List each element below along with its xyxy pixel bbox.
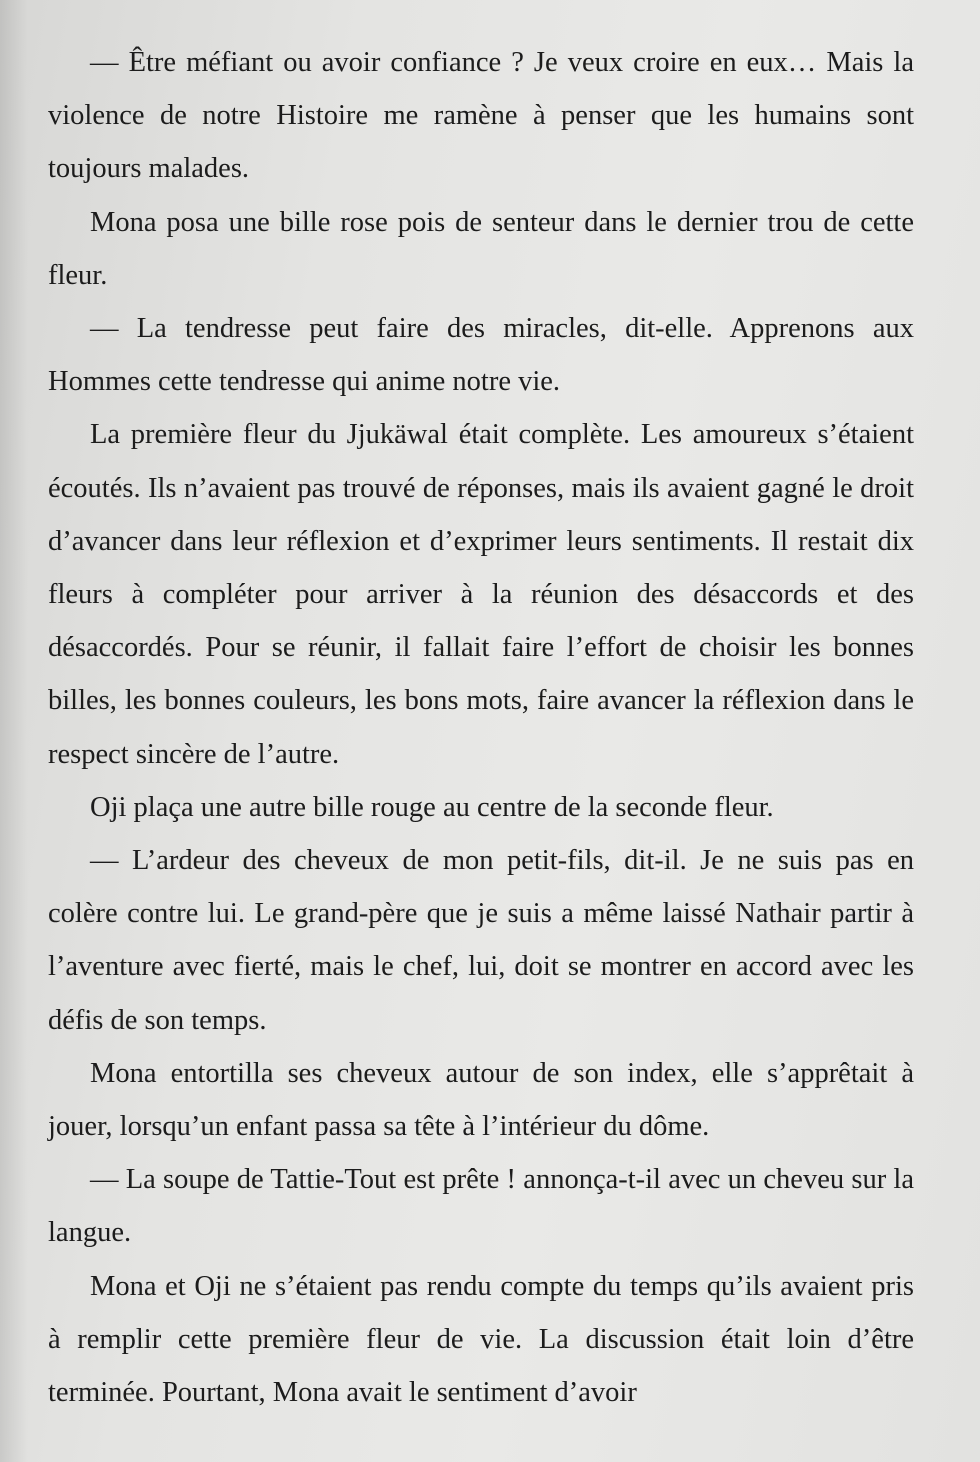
paragraph: La première fleur du Jjukäwal était complète. Les amoureux s’étaient écoutés. Ils n’avaient pas trouvé de réponses, mais ils avaient gagné le droit d’avancer dans leur réflexion et d’exprimer leurs sentiments. Il restait dix fleurs à compléter pour arriver à la réunion des désaccords et des désaccordés. Pour se réunir, il fallait faire l’effort de choisir les bonnes billes, les bonnes couleurs, les bons mots, faire avancer la réflexion dans le respect sincère de l’autre. xyxy=(48,419,914,770)
paragraph: Mona et Oji ne s’étaient pas rendu compte du temps qu’ils avaient pris à remplir cette première fleur de vie. La discussion était loin d’être terminée. Pourtant, Mona avait le sentiment d’avoir xyxy=(48,1270,914,1409)
paragraph: Mona entortilla ses cheveux autour de son index, elle s’apprêtait à jouer, lorsqu’un enfant passa sa tête à l’intérieur du dôme. xyxy=(48,1057,914,1143)
page-text xyxy=(48,36,914,1419)
paragraph: — La tendresse peut faire des miracles, dit-elle. Apprenons aux Hommes cette tendresse qui anime notre vie. xyxy=(48,313,914,398)
paragraph: — La soupe de Tattie-Tout est prête ! annonça-t-il avec un cheveu sur la langue. xyxy=(48,1164,914,1249)
paragraph: — Être méfiant ou avoir confiance ? Je veux croire en eux… Mais la violence de notre Histoire me ramène à penser que les humains sont toujours malades. xyxy=(48,47,914,185)
paragraph: — L’ardeur des cheveux de mon petit-fils, dit-il. Je ne suis pas en colère contre lui. Le grand-père que je suis a même laissé Nathair partir à l’aventure avec fierté, mais le chef, lui, doit se montrer en accord avec les défis de son temps. xyxy=(48,845,914,1036)
paragraph: Oji plaça une autre bille rouge au centre de la seconde fleur. xyxy=(90,791,774,823)
paragraph: Mona posa une bille rose pois de senteur dans le dernier trou de cette fleur. xyxy=(48,206,914,291)
